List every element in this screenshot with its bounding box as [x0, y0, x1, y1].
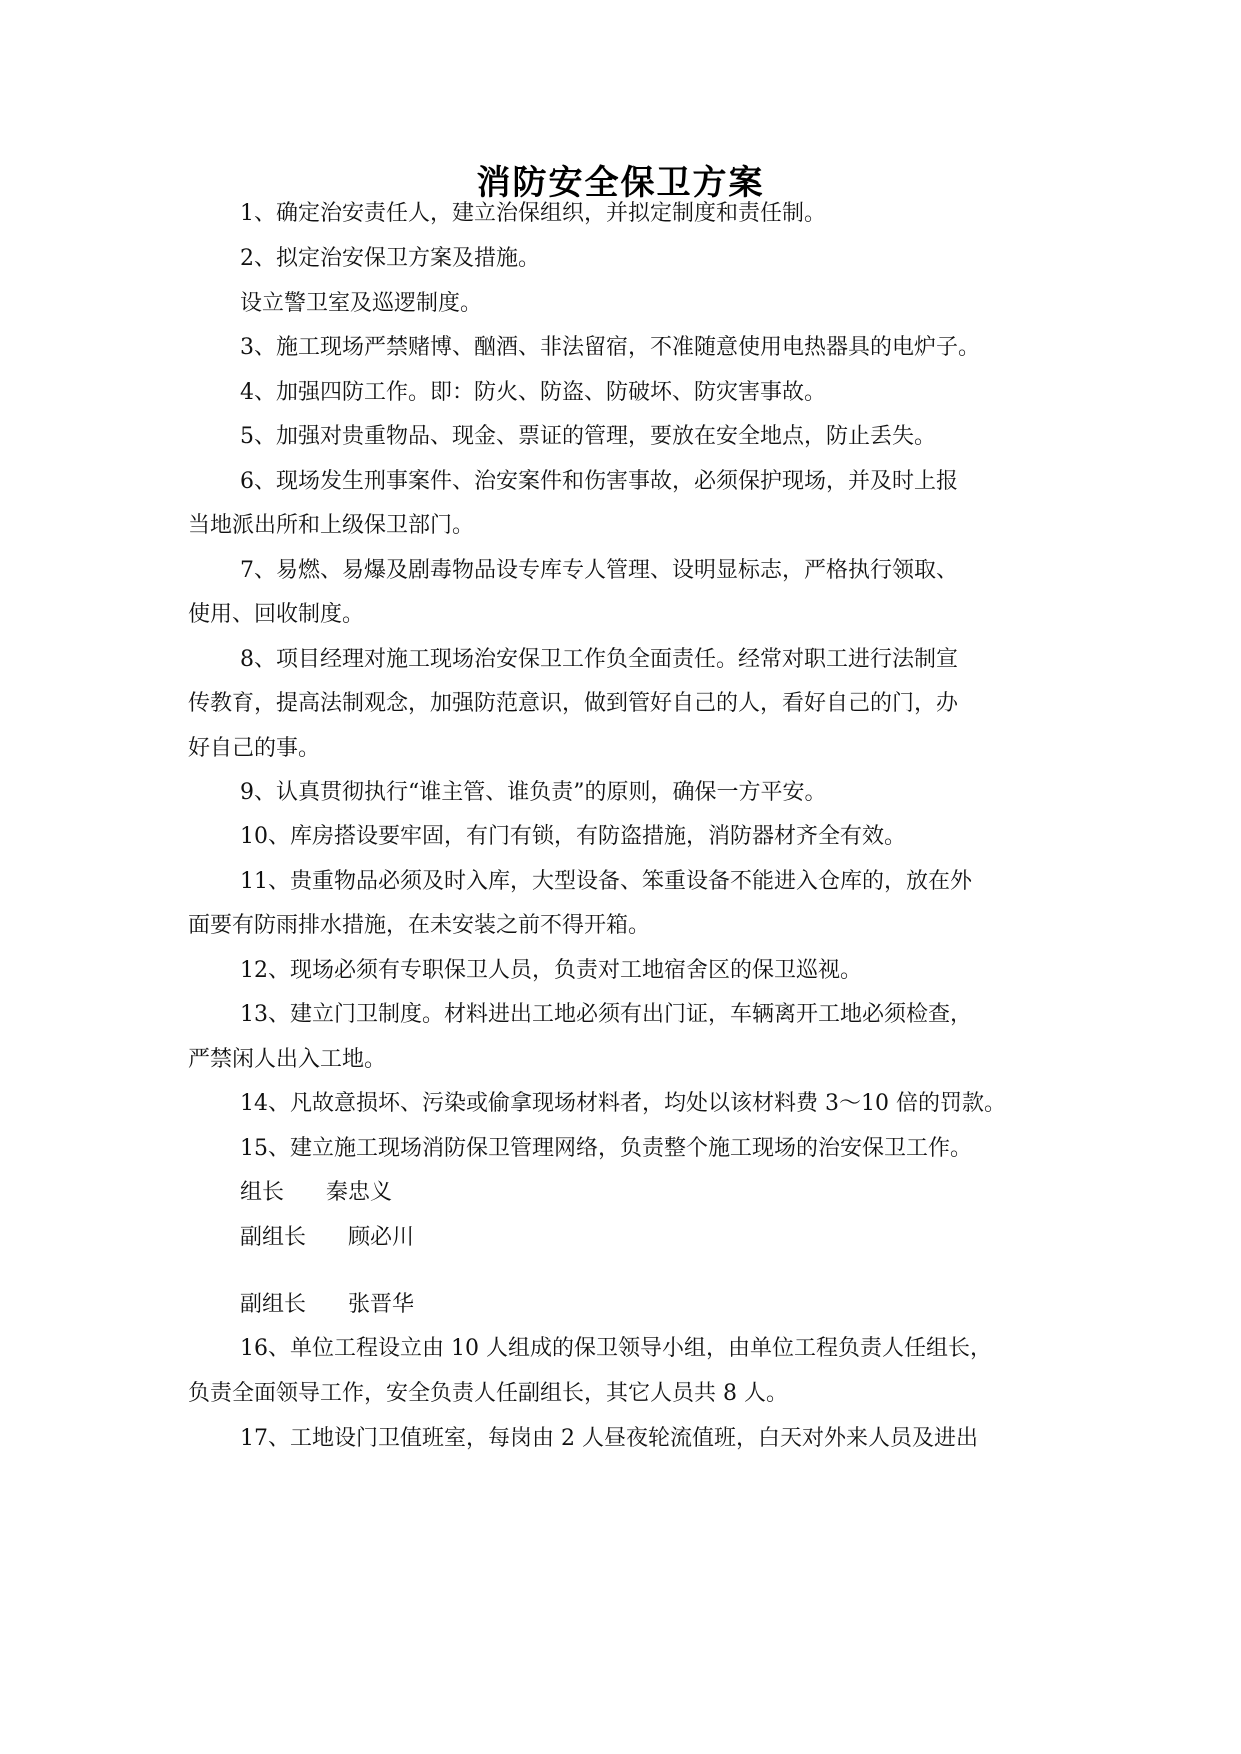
line-12: 传教育，提高法制观念，加强防范意识，做到管好自己的人，看好自己的门，办 — [188, 691, 959, 716]
line-19: 13、建立门卫制度。材料进出工地必须有出门证，车辆离开工地必须检查， — [240, 1002, 972, 1027]
line-5: 4、加强四防工作。即：防火、防盗、防破坏、防灾害事故。 — [240, 380, 826, 405]
line-6: 5、加强对贵重物品、现金、票证的管理，要放在安全地点，防止丢失。 — [240, 424, 936, 449]
line-22: 15、建立施工现场消防保卫管理网络，负责整个施工现场的治安保卫工作。 — [240, 1136, 972, 1161]
line-26: 16、单位工程设立由 10 人组成的保卫领导小组，由单位工程负责人任组长， — [240, 1336, 992, 1361]
line-3: 设立警卫室及巡逻制度。 — [240, 291, 483, 316]
line-15: 10、库房搭设要牢固，有门有锁，有防盗措施，消防器材齐全有效。 — [240, 824, 906, 849]
line-14: 9、认真贯彻执行“谁主管、谁负责”的原则，确保一方平安。 — [240, 780, 827, 805]
line-2: 2、拟定治安保卫方案及措施。 — [240, 246, 540, 271]
line-17: 面要有防雨排水措施，在未安装之前不得开箱。 — [188, 913, 651, 938]
line-20: 严禁闲人出入工地。 — [188, 1047, 387, 1072]
line-8: 当地派出所和上级保卫部门。 — [188, 513, 475, 538]
document-title: 消防安全保卫方案 — [476, 163, 765, 203]
line-18: 12、现场必须有专职保卫人员，负责对工地宿舍区的保卫巡视。 — [240, 958, 862, 983]
line-16: 11、贵重物品必须及时入库，大型设备、笨重设备不能进入仓库的，放在外 — [240, 869, 972, 894]
line-11: 8、项目经理对施工现场治安保卫工作负全面责任。经常对职工进行法制宣 — [240, 647, 958, 672]
line-27: 负责全面领导工作，安全负责人任副组长，其它人员共 8 人。 — [188, 1381, 788, 1406]
line-25: 副组长 张晋华 — [240, 1292, 414, 1317]
line-1: 1、确定治安责任人，建立治保组织，并拟定制度和责任制。 — [240, 201, 826, 226]
line-13: 好自己的事。 — [188, 736, 321, 761]
line-4: 3、施工现场严禁赌博、酗酒、非法留宿，不准随意使用电热器具的电炉子。 — [240, 335, 980, 360]
line-24: 副组长 顾必川 — [240, 1225, 414, 1250]
line-7: 6、现场发生刑事案件、治安案件和伤害事故，必须保护现场，并及时上报 — [240, 469, 958, 494]
line-23: 组长 秦忠义 — [240, 1180, 392, 1205]
line-10: 使用、回收制度。 — [188, 602, 365, 627]
line-28: 17、工地设门卫值班室，每岗由 2 人昼夜轮流值班，白天对外来人员及进出 — [240, 1426, 978, 1451]
line-21: 14、凡故意损坏、污染或偷拿现场材料者，均处以该材料费 3～10 倍的罚款。 — [240, 1091, 1006, 1116]
line-9: 7、易燃、易爆及剧毒物品设专库专人管理、设明显标志，严格执行领取、 — [240, 558, 958, 583]
